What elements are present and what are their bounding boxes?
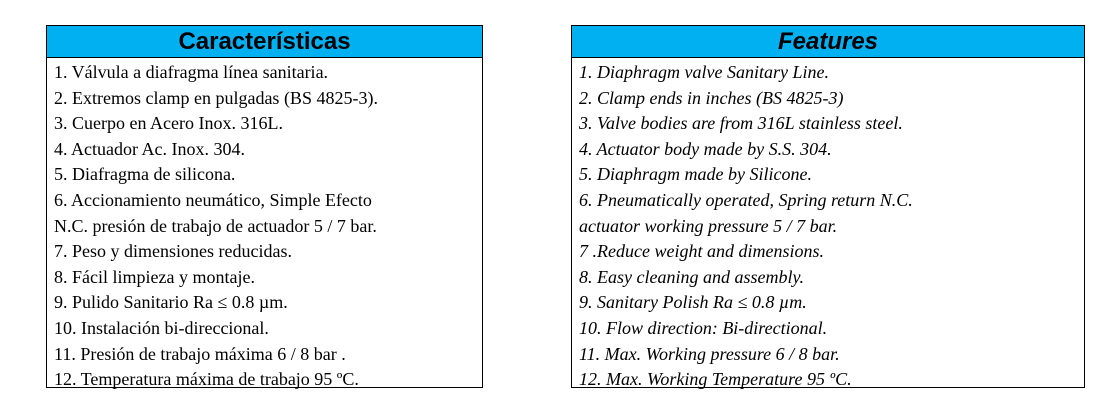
spanish-feature-list (47, 58, 482, 393)
list-item: 7 .Reduce weight and dimensions. (579, 241, 824, 262)
list-item: 9. Sanitary Polish Ra ≤ 0.8 µm. (579, 292, 807, 313)
list-item: 6. Pneumatically operated, Spring return N.C. (579, 189, 913, 210)
list-item: 7. Peso y dimensiones reducidas. (54, 241, 292, 262)
list-item: 4. Actuador Ac. Inox. 304. (54, 138, 245, 159)
list-item: 1. Válvula a diafragma línea sanitaria. (54, 62, 329, 82)
list-item: 12. Max. Working Temperature 95 ºC. (579, 369, 852, 390)
list-item: 2. Clamp ends in inches (BS 4825-3) (579, 87, 844, 108)
list-item: actuator working pressure 5 / 7 bar. (579, 215, 838, 236)
list-item: 5. Diaphragm made by Silicone. (579, 164, 812, 185)
list-item: 10. Flow direction: Bi-directional. (579, 317, 828, 338)
english-panel-title: Features (572, 26, 1084, 58)
list-item: 9. Pulido Sanitario Ra ≤ 0.8 µm. (54, 292, 288, 313)
list-item: 3. Cuerpo en Acero Inox. 316L. (54, 113, 283, 134)
list-item: 2. Extremos clamp en pulgadas (BS 4825-3). (54, 87, 378, 108)
list-item: 1. Diaphragm valve Sanitary Line. (579, 62, 829, 82)
spanish-features-panel (46, 25, 483, 388)
list-item: 10. Instalación bi-direccional. (54, 317, 269, 338)
english-features-panel (571, 25, 1085, 388)
list-item: 6. Accionamiento neumático, Simple Efecto (54, 189, 372, 210)
list-item: 8. Easy cleaning and assembly. (579, 266, 804, 287)
list-item: 3. Valve bodies are from 316L stainless steel. (579, 113, 903, 134)
list-item: 11. Max. Working pressure 6 / 8 bar. (579, 343, 840, 364)
list-item: N.C. presión de trabajo de actuador 5 / 7 bar. (54, 215, 377, 236)
list-item: 12. Temperatura máxima de trabajo 95 ºC. (54, 369, 359, 390)
spanish-panel-title: Características (47, 26, 482, 58)
english-feature-list (572, 58, 1084, 393)
list-item: 11. Presión de trabajo máxima 6 / 8 bar . (54, 343, 346, 364)
list-item: 8. Fácil limpieza y montaje. (54, 266, 255, 287)
list-item: 4. Actuator body made by S.S. 304. (579, 138, 832, 159)
list-item: 5. Diafragma de silicona. (54, 164, 236, 185)
